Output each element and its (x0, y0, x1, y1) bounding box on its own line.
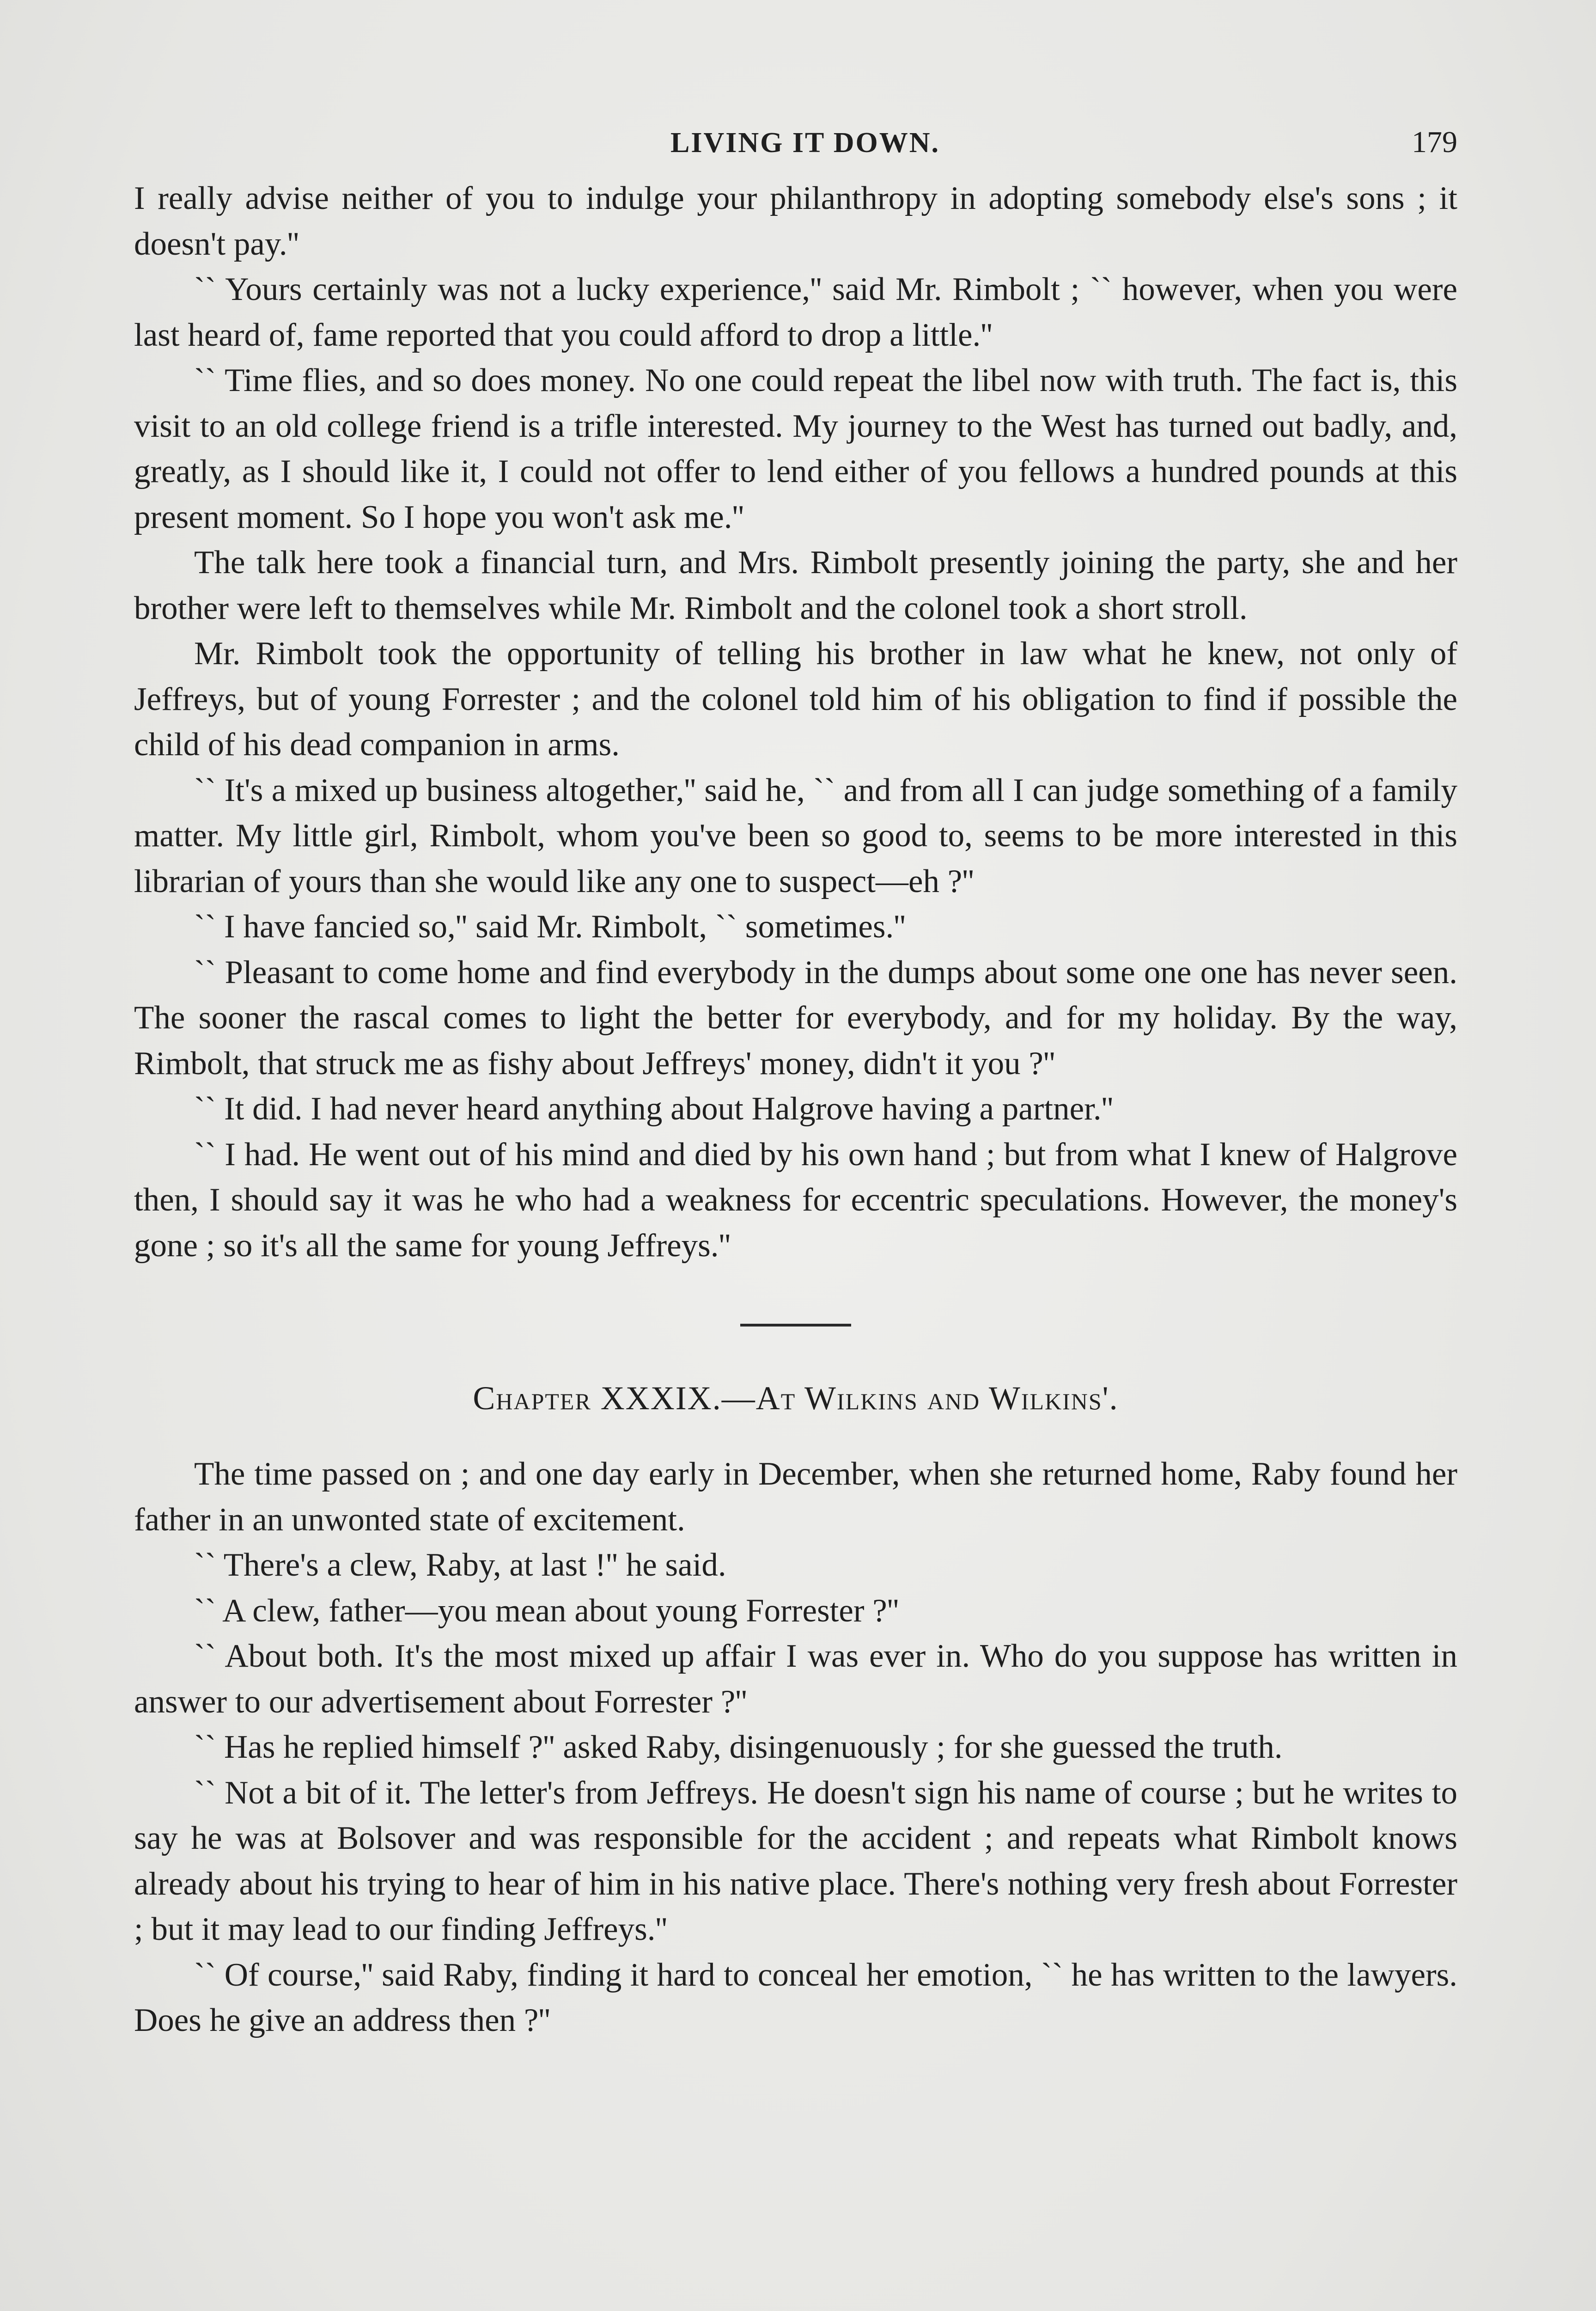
paragraph: The time passed on ; and one day early in December, when she returned home, Raby found her father in an unwonted state of excitement. (134, 1456, 1457, 1538)
chapter-heading: Chapter XXXIX.—At Wilkins and Wilkins'. (473, 1380, 1119, 1417)
paragraph: `` Of course,'' said Raby, finding it hard to conceal her emotion, `` he has written to the lawyers. Does he give an address then ?'' (134, 1956, 1457, 2038)
section-divider (740, 1324, 851, 1327)
paragraph: `` Yours certainly was not a lucky experience,'' said Mr. Rimbolt ; `` however, when you were last heard of, fame reported that you could afford to drop a little.'' (134, 271, 1457, 353)
paragraph: `` It's a mixed up business altogether,'' said he, `` and from all I can judge something of a family matter. My little girl, Rimbolt, whom you've been so good to, seems to be more interested in this librarian of yours than she would like any one to suspect—eh ?'' (134, 772, 1457, 899)
running-title: LIVING IT DOWN. (670, 127, 940, 159)
paragraph: `` Has he replied himself ?'' asked Raby, disingenuously ; for she guessed the truth. (194, 1729, 1283, 1765)
paragraph: I really advise neither of you to indulge your philanthropy in adopting somebody else's sons ; it doesn't pay.'' (134, 180, 1457, 262)
body-text-bottom (134, 1451, 1457, 2043)
paragraph: `` Pleasant to come home and find everybody in the dumps about some one one has never seen. The sooner the rascal comes to light the better for everybody, and for my holiday. By the way, Rimbolt, that struck me as fishy about Jeffreys' money, didn't it you ?'' (134, 954, 1457, 1082)
running-head (134, 125, 1457, 176)
paragraph: `` I had. He went out of his mind and died by his own hand ; but from what I knew of Halgrove then, I should say it was he who had a weakness for eccentric speculations. However, the money's gone ; so it's all the same for young Jeffreys.'' (134, 1136, 1457, 1264)
paragraph: The talk here took a financial turn, and Mrs. Rimbolt presently joining the party, she and her brother were left to themselves while Mr. Rimbolt and the colonel took a short stroll. (134, 544, 1457, 626)
paragraph: `` There's a clew, Raby, at last !'' he said. (194, 1547, 726, 1583)
page-number: 179 (1412, 125, 1457, 159)
paragraph: `` A clew, father—you mean about young Forrester ?'' (194, 1592, 899, 1629)
paragraph: `` I have fancied so,'' said Mr. Rimbolt, `` sometimes.'' (194, 909, 906, 945)
paragraph: Mr. Rimbolt took the opportunity of telling his brother in law what he knew, not only of Jeffreys, but of young Forrester ; and the colonel told him of his obligation to find if possible the child of his dead companion in arms. (134, 636, 1457, 763)
paragraph: `` About both. It's the most mixed up affair I was ever in. Who do you suppose has written in answer to our advertisement about Forrester ?'' (134, 1638, 1457, 1720)
paragraph: `` It did. I had never heard anything about Halgrove having a partner.'' (194, 1091, 1114, 1127)
paragraph: `` Not a bit of it. The letter's from Jeffreys. He doesn't sign his name of course ; but he writes to say he was at Bolsover and was responsible for the accident ; and repeats what Rimbolt knows already about his trying to hear of him in his native place. There's nothing very fresh about Forrester ; but it may lead to our finding Jeffreys.'' (134, 1774, 1457, 1947)
body-text-top (134, 176, 1457, 1268)
paragraph: `` Time flies, and so does money. No one could repeat the libel now with truth. The fact is, this visit to an old college friend is a trifle interested. My journey to the West has turned out badly, and, greatly, as I should like it, I could not offer to lend either of you fellows a hundred pounds at this present moment. So I hope you won't ask me.'' (134, 362, 1457, 535)
